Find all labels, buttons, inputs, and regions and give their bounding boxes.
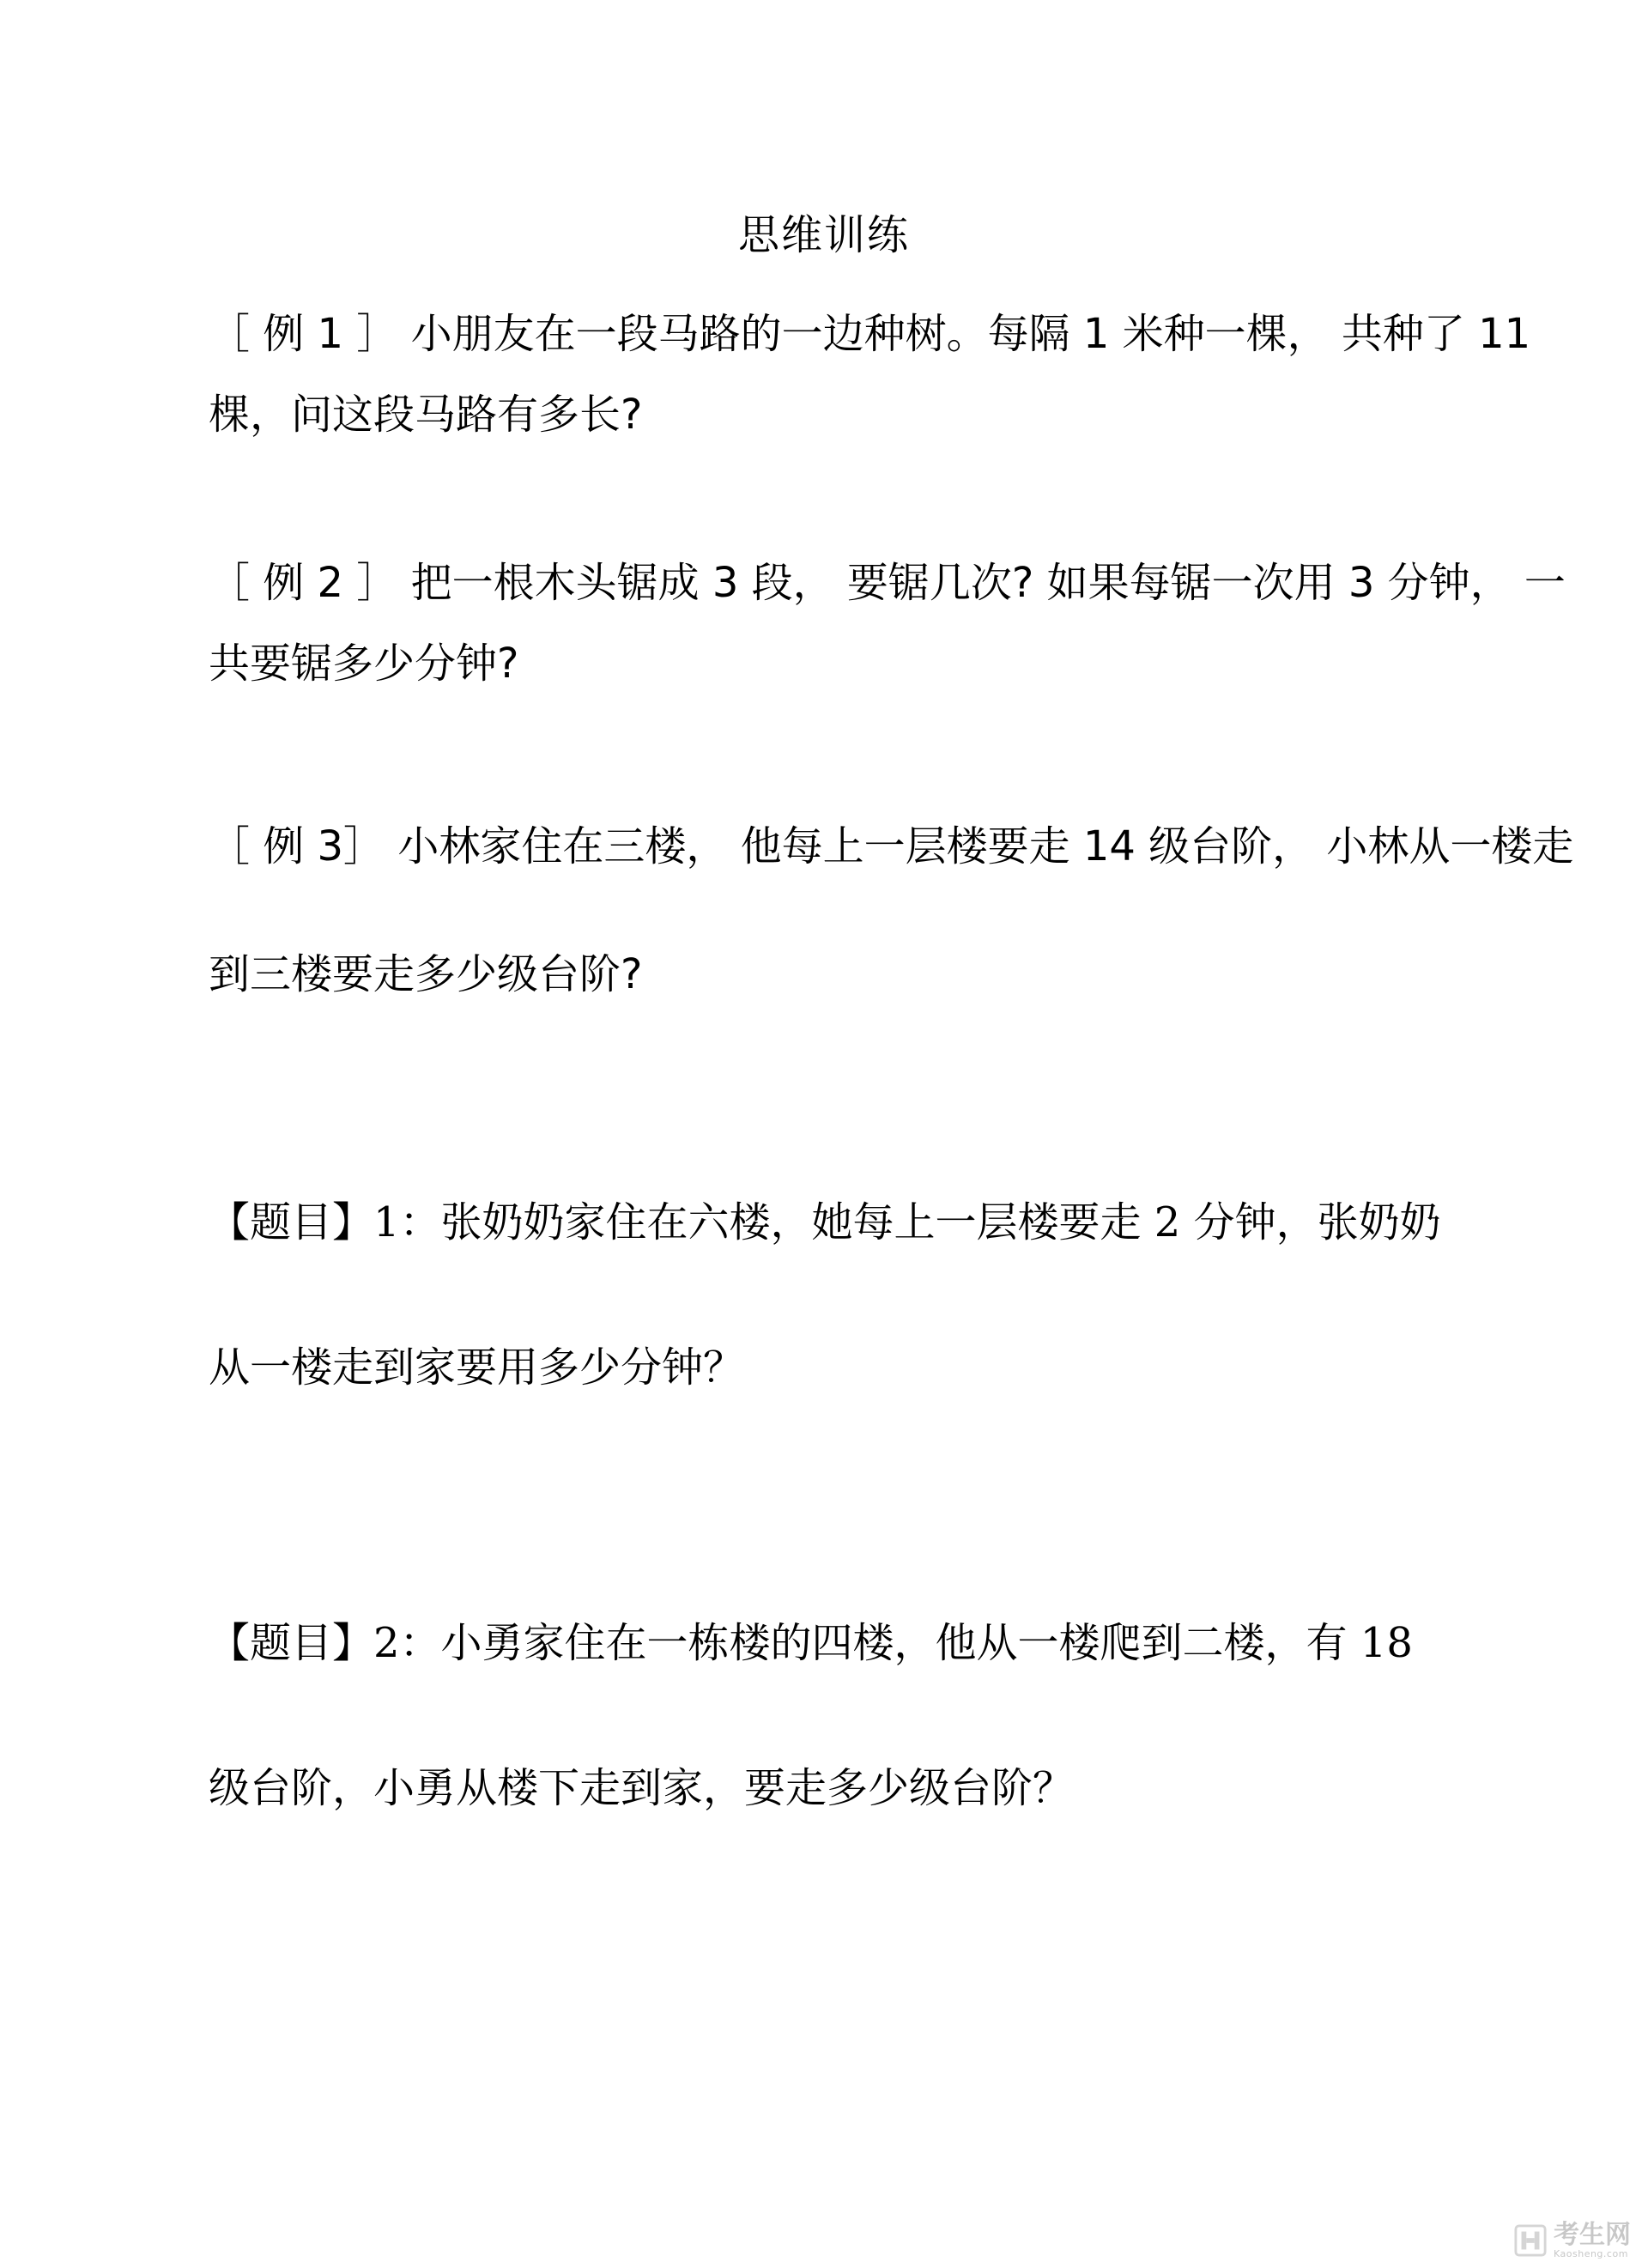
question-2: [209, 1614, 1496, 1817]
question-2-line-1: 【题目】2：小勇家住在一栋楼的四楼，他从一楼爬到二楼，有 18: [209, 1619, 1413, 1667]
example-2-line-2: 共要锯多少分钟?: [209, 640, 519, 688]
question-1-line-1: 【题目】1：张奶奶家住在六楼，她每上一层楼要走 2 分钟，张奶奶: [209, 1198, 1441, 1246]
example-1-line-2: 棵，问这段马路有多长?: [209, 391, 643, 439]
example-3-line-1: ［ 例 3］ 小林家住在三楼， 他每上一层楼要走 14 级台阶， 小林从一楼走: [209, 822, 1574, 870]
example-1-line-1: ［ 例 1 ］ 小朋友在一段马路的一边种树。每隔 1 米种一棵， 共种了 11: [209, 310, 1531, 358]
example-3: [209, 817, 1574, 1004]
example-1: [209, 305, 1531, 444]
example-3-line-2: 到三楼要走多少级台阶?: [209, 950, 643, 998]
watermark-url: Kaosheng.com: [1554, 2248, 1628, 2259]
question-1: [209, 1193, 1496, 1397]
example-2-line-1: ［ 例 2 ］ 把一根木头锯成 3 段， 要锯几次? 如果每锯一次用 3 分钟， 一: [209, 559, 1566, 607]
page-title: 思维训练: [737, 211, 910, 259]
kaosheng-logo-icon: [1514, 2224, 1547, 2257]
watermark-name: 考生网: [1554, 2220, 1631, 2250]
question-2-line-2: 级台阶，小勇从楼下走到家，要走多少级台阶？: [209, 1764, 1075, 1812]
example-2: [209, 554, 1566, 693]
question-1-line-2: 从一楼走到家要用多少分钟？: [209, 1343, 745, 1392]
watermark: [1514, 2222, 1631, 2259]
